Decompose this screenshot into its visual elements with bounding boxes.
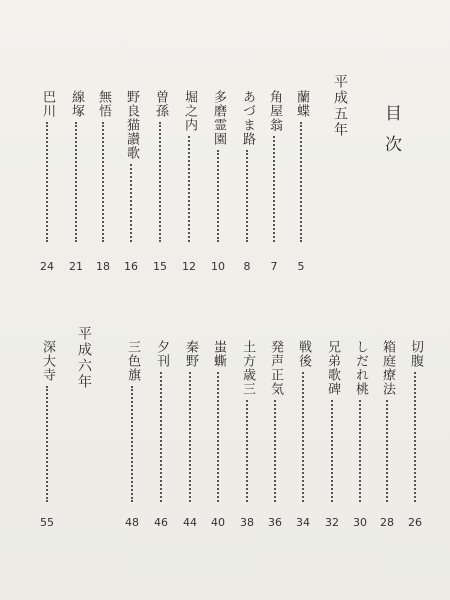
toc-entry-title: 堀之内 bbox=[182, 90, 197, 132]
leader-dots bbox=[159, 122, 161, 242]
toc-entry-title: 多磨霊園 bbox=[211, 90, 226, 146]
toc-entry-title: 戦後 bbox=[296, 340, 311, 368]
toc-entry bbox=[237, 340, 257, 508]
toc-entry-page: 55 bbox=[40, 516, 54, 529]
leader-dots bbox=[160, 372, 162, 502]
toc-entry-title: 巴川 bbox=[40, 90, 55, 118]
toc-entry-page: 36 bbox=[268, 516, 282, 529]
toc-entry-page: 7 bbox=[270, 260, 278, 273]
leader-dots bbox=[414, 372, 416, 502]
leader-dots bbox=[130, 164, 132, 242]
leader-dots bbox=[102, 122, 104, 242]
toc-entry bbox=[121, 90, 141, 248]
toc-entry-title: 秦野 bbox=[183, 340, 198, 368]
toc-entry-title: 夕刊 bbox=[154, 340, 169, 368]
toc-entry bbox=[293, 340, 313, 508]
toc-entry-title: 切腹 bbox=[408, 340, 423, 368]
toc-entry bbox=[179, 90, 199, 248]
toc-entry bbox=[93, 90, 113, 248]
leader-dots bbox=[246, 400, 248, 502]
toc-entry-page: 5 bbox=[297, 260, 305, 273]
toc-entry-title: 無悟 bbox=[96, 90, 111, 118]
toc-entry-title: 兄弟歌碑 bbox=[325, 340, 340, 396]
toc-entry-page: 26 bbox=[408, 516, 422, 529]
toc-entry bbox=[405, 340, 425, 508]
toc-entry-title: 蚩蟖 bbox=[211, 340, 226, 368]
toc-entry bbox=[377, 340, 397, 508]
leader-dots bbox=[217, 372, 219, 502]
leader-dots bbox=[46, 386, 48, 502]
year-heading-top-text: 平成五年 bbox=[332, 74, 348, 138]
toc-entry bbox=[291, 90, 311, 248]
toc-entry-title: 土方歳三 bbox=[240, 340, 255, 396]
toc-entry-title: 蘭蝶 bbox=[294, 90, 309, 118]
toc-entry bbox=[122, 340, 142, 508]
leader-dots bbox=[46, 122, 48, 242]
toc-entry-page: 38 bbox=[240, 516, 254, 529]
toc-entry-page: 8 bbox=[243, 260, 251, 273]
toc-entry-page: 44 bbox=[183, 516, 197, 529]
toc-entry-page: 12 bbox=[182, 260, 196, 273]
toc-entry-page: 24 bbox=[40, 260, 54, 273]
toc-entry bbox=[37, 340, 57, 508]
toc-entry bbox=[265, 340, 285, 508]
leader-dots bbox=[189, 372, 191, 502]
toc-entry bbox=[151, 340, 171, 508]
toc-entry-title: 線塚 bbox=[69, 90, 84, 118]
toc-entry-page: 46 bbox=[154, 516, 168, 529]
toc-entry bbox=[237, 90, 257, 248]
toc-entry-page: 40 bbox=[211, 516, 225, 529]
toc-entry-title: 野良猫讃歌 bbox=[124, 90, 139, 160]
toc-entry bbox=[208, 90, 228, 248]
toc-entry-page: 28 bbox=[380, 516, 394, 529]
toc-entry bbox=[66, 90, 86, 248]
leader-dots bbox=[386, 400, 388, 502]
toc-entry bbox=[208, 340, 228, 508]
toc-entry-page: 21 bbox=[69, 260, 83, 273]
toc-entry-title: しだれ桃 bbox=[353, 340, 368, 396]
leader-dots bbox=[75, 122, 77, 242]
leader-dots bbox=[274, 400, 276, 502]
toc-entry-title: 箱庭療法 bbox=[380, 340, 395, 396]
toc-entry-page: 10 bbox=[211, 260, 225, 273]
toc-title-text: 目次 bbox=[381, 104, 401, 166]
leader-dots bbox=[273, 136, 275, 242]
toc-entry-page: 15 bbox=[153, 260, 167, 273]
leader-dots bbox=[217, 150, 219, 242]
leader-dots bbox=[188, 136, 190, 242]
toc-entry-title: 曽孫 bbox=[153, 90, 168, 118]
leader-dots bbox=[131, 386, 133, 502]
toc-entry bbox=[180, 340, 200, 508]
leader-dots bbox=[246, 150, 248, 242]
toc-entry bbox=[37, 90, 57, 248]
toc-entry-page: 16 bbox=[124, 260, 138, 273]
toc-entry-title: 角屋翁 bbox=[267, 90, 282, 132]
toc-entry-title: 深大寺 bbox=[40, 340, 55, 382]
year-heading-bottom bbox=[74, 326, 94, 390]
leader-dots bbox=[302, 372, 304, 502]
toc-entry-page: 34 bbox=[296, 516, 310, 529]
year-heading-bottom-text: 平成六年 bbox=[76, 326, 92, 390]
toc-entry-page: 18 bbox=[96, 260, 110, 273]
year-heading-top bbox=[330, 74, 350, 138]
toc-entry-title: 三色旗 bbox=[125, 340, 140, 382]
toc-entry bbox=[322, 340, 342, 508]
toc-entry-page: 48 bbox=[125, 516, 139, 529]
toc-entry bbox=[264, 90, 284, 248]
toc-entry-page: 30 bbox=[353, 516, 367, 529]
toc-entry bbox=[150, 90, 170, 248]
toc-entry-title: 発声正気 bbox=[268, 340, 283, 396]
toc-entry-page: 32 bbox=[325, 516, 339, 529]
toc-entry-title: あづま路 bbox=[240, 90, 255, 146]
leader-dots bbox=[331, 400, 333, 502]
toc-entry bbox=[350, 340, 370, 508]
toc-title bbox=[381, 104, 401, 166]
leader-dots bbox=[300, 122, 302, 242]
leader-dots bbox=[359, 400, 361, 502]
